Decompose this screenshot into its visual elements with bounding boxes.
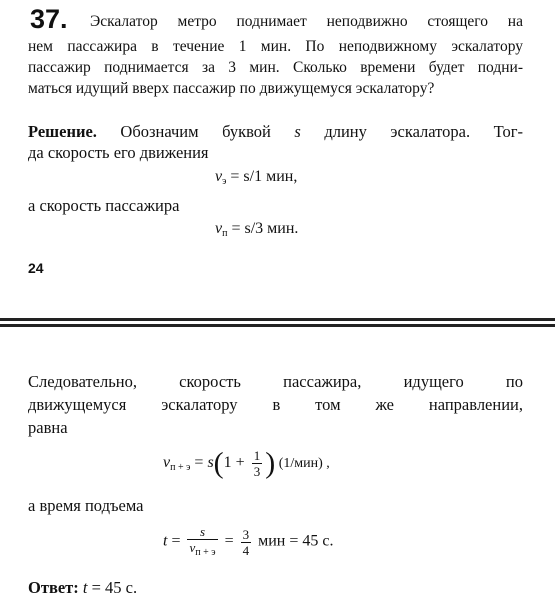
equation-escalator-speed — [215, 168, 297, 187]
eq-equals: = — [167, 532, 185, 550]
eq-v: v — [215, 168, 223, 185]
paren-close: ) — [265, 446, 276, 480]
eq-equals-2: = — [220, 532, 238, 550]
continuation-line-time: а время подъема — [28, 496, 144, 515]
eq-sub: п + э — [170, 462, 191, 474]
solution-label: Решение. — [28, 122, 97, 141]
eq-equals: = — [190, 454, 208, 472]
eq-unit: (1/мин) , — [275, 456, 330, 472]
solution-line-1 — [28, 122, 523, 142]
eq-tail: мин = 45 с. — [254, 532, 334, 550]
eq-rhs: = s/3 мин. — [227, 220, 299, 237]
eq-sub: п — [222, 228, 228, 239]
frac-v: v — [189, 540, 196, 555]
eq-one-plus: 1 + — [223, 454, 249, 472]
equation-time — [163, 524, 333, 560]
continuation-line-3: равна — [28, 418, 68, 437]
fraction-three-quarters — [241, 527, 252, 558]
problem-number: 37. — [30, 4, 68, 34]
frac-s: s — [199, 524, 206, 539]
frac-numerator: 1 — [253, 448, 261, 463]
solution-line-2: да скорость его движения — [28, 143, 209, 162]
page-divider-bottom — [0, 324, 555, 327]
frac-sub: п + э — [195, 547, 216, 558]
answer-label: Ответ: — [28, 578, 79, 597]
eq-v: v — [215, 220, 223, 237]
answer-line — [28, 578, 137, 598]
solution-text: Обозначим буквой — [96, 122, 295, 141]
eq-t: t — [163, 532, 168, 550]
problem-line-1: Эскалатор метро поднимает неподвижно стоящего на — [90, 13, 523, 30]
problem-line-4: маться идущий вверх пассажир по движущемуся эскалатору? — [28, 80, 435, 97]
frac-denominator: 3 — [253, 464, 261, 479]
eq-sub: э — [222, 176, 227, 187]
eq-v: v — [163, 454, 171, 472]
solution-line-3: а скорость пассажира — [28, 196, 180, 215]
var-s: s — [294, 122, 301, 141]
fraction-s-over-v — [187, 524, 217, 560]
problem-line-3: пассажир поднимается за 3 мин. Сколько времени будет подни- — [28, 59, 523, 76]
paren-open: ( — [213, 446, 224, 480]
continuation-line-2: движущемуся эскалатору в том же направлении, — [28, 395, 523, 414]
frac-numerator: 3 — [242, 526, 250, 542]
eq-s: s — [207, 454, 214, 472]
answer-var: t — [82, 578, 88, 597]
continuation-line-1: Следовательно, скорость пассажира, идущего по — [28, 372, 523, 391]
equation-passenger-speed — [215, 220, 298, 239]
frac-denominator: 4 — [242, 542, 250, 558]
eq-rhs: = s/1 мин, — [226, 168, 298, 185]
fraction-one-third — [252, 448, 263, 479]
page-divider-top — [0, 318, 555, 321]
page-number: 24 — [28, 260, 44, 276]
frac-numerator — [187, 524, 217, 539]
equation-combined-speed — [163, 448, 330, 479]
problem-line-2: нем пассажира в течение 1 мин. По неподвижному эскалатору — [28, 38, 523, 55]
frac-denominator — [187, 539, 217, 560]
solution-text-tail: длину эскалатора. Тог- — [300, 122, 523, 141]
answer-value: = 45 с. — [87, 578, 138, 597]
